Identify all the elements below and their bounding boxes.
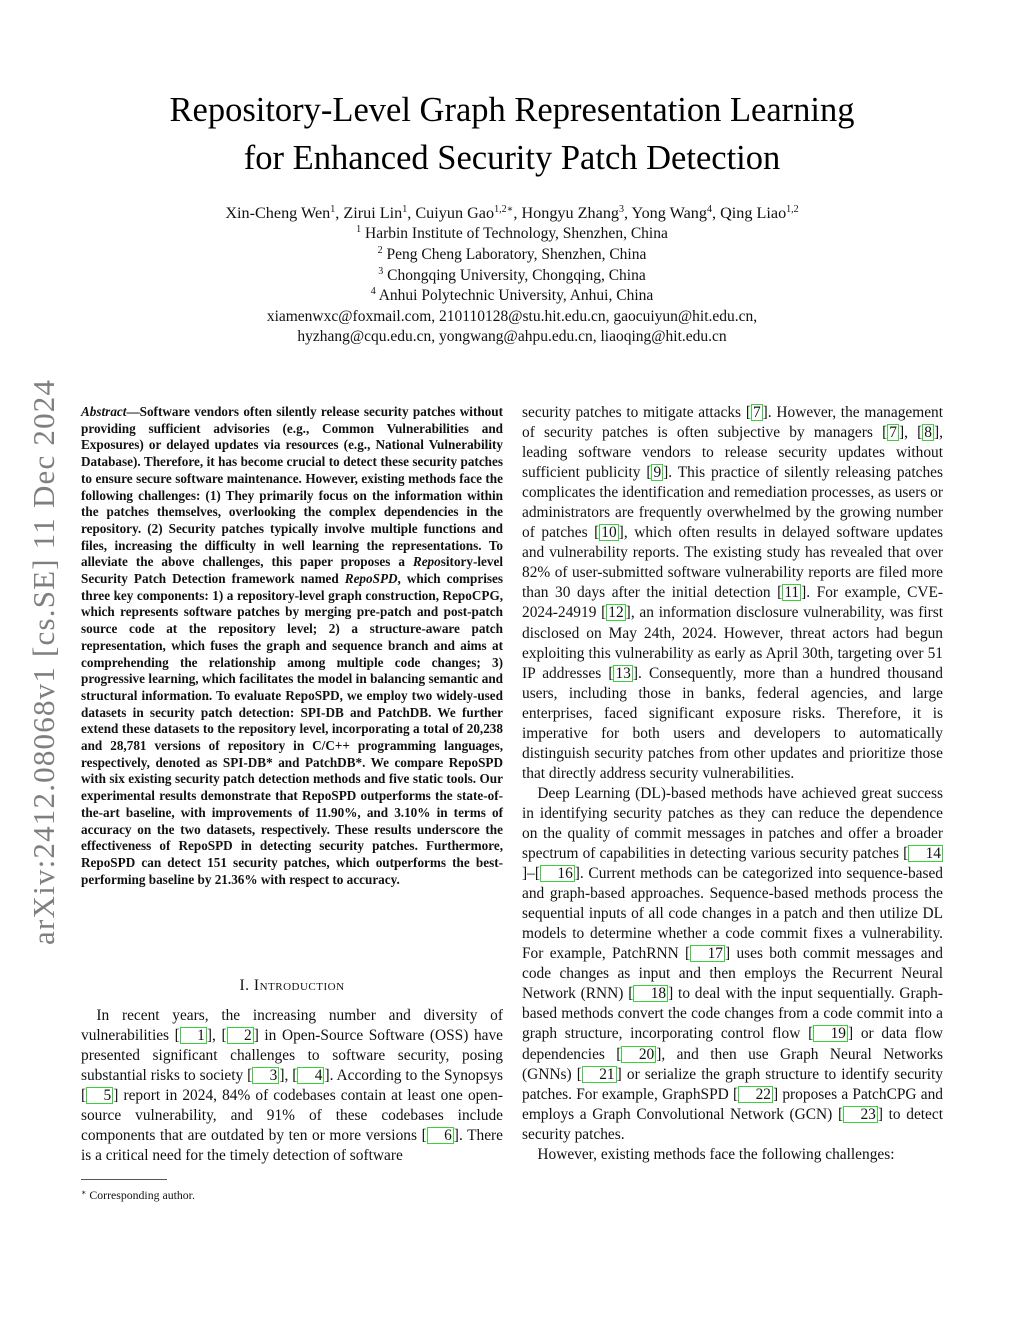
title-line-2: for Enhanced Security Patch Detection <box>243 139 781 177</box>
citation-link[interactable]: 5 <box>86 1087 113 1104</box>
author-name: Cuiyun Gao <box>415 204 495 222</box>
affiliation-line <box>60 224 964 244</box>
citation-link[interactable]: 8 <box>924 424 932 442</box>
author-name: Zirui Lin <box>343 204 403 222</box>
affiliation-text: Harbin Institute of Technology, Shenzhen, China <box>361 225 668 242</box>
citation-link[interactable]: 18 <box>633 985 668 1002</box>
citation-link[interactable]: 2 <box>227 1027 254 1044</box>
citation-link[interactable]: 14 <box>908 845 943 862</box>
affiliation-text: Chongqing University, Chongqing, China <box>383 267 646 284</box>
author-affiliation-mark: 1 <box>330 204 336 215</box>
author-affiliation-mark: 1,2 <box>786 204 799 215</box>
affiliation-mark: 3 <box>378 266 384 277</box>
citation-link[interactable]: 13 <box>615 664 631 682</box>
citation-link[interactable]: 10 <box>601 524 617 542</box>
affiliation-mark: 2 <box>377 245 383 256</box>
citation-link[interactable]: 19 <box>813 1025 848 1042</box>
abstract-text-3: , which comprises three key components: 1) a repository-level graph construction, RepoCPG, which represents software patches by merging pre-patch and post-patch source code at the repository level; 2) a structure-aware patch representation, which fuses the graph and sequence branch and aims at comprehending the relationship among multiple code changes; 3) progressive learning, which facilitates the model in balancing semantic and structural information. To evaluate RepoSPD, we employ two widely-used datasets in security patch detection: SPI-DB and PatchDB. We further extend these datasets to the repository level, incorporating a total of 20,238 and 28,781 versions of repository in C/C++ programming languages, respectively, denoted as SPI-DB* and PatchDB*. We compare RepoSPD with six existing security patch detection methods and five static tools. Our experimental results demonstrate that RepoSPD outperforms the state-of-the-art baseline, with improvements of 11.90%, and 3.10% in terms of accuracy on the two datasets, respectively. These results underscore the effectiveness of RepoSPD in detecting security patches. Furthermore, RepoSPD can detect 151 security patches, which outperforms the best-performing baseline by 21.36% with respect to accuracy. <box>81 571 503 887</box>
citation-link[interactable]: 22 <box>738 1086 773 1103</box>
footnote <box>81 1185 481 1203</box>
footnote-divider <box>81 1179 167 1180</box>
intro-left-column <box>81 1006 503 1166</box>
citation-link[interactable]: 9 <box>653 464 662 482</box>
affiliation-mark: 4 <box>370 286 376 297</box>
author-affiliation-mark: 1,2∗ <box>494 204 514 215</box>
affiliation-text: Anhui Polytechnic University, Anhui, China <box>375 287 654 304</box>
citation-link[interactable]: 12 <box>608 604 624 622</box>
arxiv-identifier-stamp: arXiv:2412.08068v1 [cs.SE] 11 Dec 2024 <box>26 378 61 945</box>
author-name: Qing Liao <box>720 204 787 222</box>
citation-link[interactable]: 21 <box>582 1066 617 1083</box>
abstract-repo-emphasis: Repo <box>412 554 441 570</box>
author-affiliation-mark: 1 <box>402 204 408 215</box>
title-line-1: Repository-Level Graph Representation Learning <box>169 91 855 129</box>
abstract-framework-name: RepoSPD <box>344 571 398 587</box>
intro-paragraph-3: However, existing methods face the following challenges: <box>537 1145 895 1163</box>
citation-link[interactable]: 11 <box>784 584 800 602</box>
affiliation-line <box>60 245 964 265</box>
citation-link[interactable]: 20 <box>621 1046 656 1063</box>
section-title: Introduction <box>253 977 345 994</box>
section-number: I. <box>239 977 250 994</box>
footnote-text: Corresponding author. <box>89 1188 195 1202</box>
affiliation-mark: 1 <box>356 224 362 235</box>
author-affiliation-mark: 3 <box>619 204 625 215</box>
citation-link[interactable]: 7 <box>752 404 761 421</box>
author-list: Xin-Cheng Wen$^1$, Zirui Lin$^1$, Cuiyun Gao$^{1,2∗}$, Hongyu Zhang$^3$, Yong Wang$^4$, Qing Liao$^{1,2}$ <box>225 204 799 222</box>
email-line-2: hyzhang@cqu.edu.cn, yongwang@ahpu.edu.cn, liaoqing@hit.edu.cn <box>297 328 727 345</box>
abstract: Abstract—Software vendors often silently release security patches without providing sufficient advisories (e.g., Common Vulnerabilities and Exposures) or delayed updates via resources (e.g., National Vulnerability Database). Therefore, it has become crucial to detect these security patches to ensure secure software maintenance. However, existing methods face the following challenges: (1) They primarily focus on the information within the patches themselves, overlooking the complex dependencies in the repository. (2) Security patches typically involve multiple functions and files, increasing the difficulty in well learning the representations. To alleviate the above challenges, this paper proposes a Repository-level Security Patch Detection framework named RepoSPD, which comprises three key components: 1) a repository-level graph construction, RepoCPG, which represents software patches by merging pre-patch and post-patch source code at the repository level; 2) a structure-aware patch representation, which fuses the graph and sequence branch and aims at comprehending the relationship among multiple code changes; 3) progressive learning, which facilitates the model in balancing semantic and structural information. To evaluate RepoSPD, we employ two widely-used datasets in security patch detection: SPI-DB and PatchDB. We further extend these datasets to the repository level, incorporating a total of 20,238 and 28,781 versions of repository in C/C++ programming languages, respectively, denoted as SPI-DB* and PatchDB*. We compare RepoSPD with six existing security patch detection methods and five static tools. Our experimental results demonstrate that RepoSPD outperforms the state-of-the-art baseline, with improvements of 11.90%, and 3.10% in terms of accuracy on the two datasets, respectively. These results underscore the effectiveness of RepoSPD in detecting security patches. Furthermore, RepoSPD can detect 151 security patches, which outperforms the best-performing baseline by 21.36% with respect to accuracy. <box>81 404 503 887</box>
citation-link[interactable]: 1 <box>180 1027 207 1044</box>
author-name: Xin-Cheng Wen <box>225 204 331 222</box>
intro-paragraph-1-continued: security patches to mitigate attacks [ 7 ]. However, the management of security patches is often subjective by managers [ 7 ], [ 8 ], leading software vendors to release security updates without sufficient publicity [ 9 ]. This practice of silently releasing patches complicates the identification and remediation processes, as users or administrators are frequently overwhelmed by the growing number of patches [ 10 ], which often results in delayed software updates and vulnerability reports. The existing study has revealed that over 82% of user-submitted software vulnerability reports are filed more than 30 days after the initial detection [ 11 ]. For example, CVE-2024-24919 [ 12 ], an information disclosure vulnerability, was first disclosed on May 24th, 2024. However, threat actors had begun exploiting this vulnerability as early as April 30th, targeting over 51 IP addresses [ 13 ]. Consequently, more than a hundred thousand users, including those in banks, federal agencies, and large enterprises, faced significant exposure risks. Therefore, it is imperative for both users and developers to automatically distinguish security patches from other updates and prioritize those that directly address security vulnerabilities. <box>522 404 944 782</box>
abstract-text: Software vendors often silently release security patches without providing sufficient advisories (e.g., Common Vulnerabilities and Exposures) or delayed updates via resources (e.g., National Vulnerability Database). Therefore, it has become crucial to detect these security patches to ensure secure software maintenance. However, existing methods face the following challenges: (1) They primarily focus on the information within the patches themselves, overlooking the complex dependencies in the repository. (2) Security patches typically involve multiple functions and files, increasing the difficulty in well learning the representations. To alleviate the above challenges, this paper proposes a <box>81 404 503 570</box>
citation-link[interactable]: 17 <box>690 945 725 962</box>
abstract-text-2: sitory-level Security Patch Detection framework named <box>81 554 503 587</box>
citation-link[interactable]: 3 <box>252 1067 279 1084</box>
citation-link[interactable]: 6 <box>427 1127 454 1144</box>
citation-link[interactable]: 23 <box>843 1106 878 1123</box>
intro-paragraph-1: In recent years, the increasing number and diversity of vulnerabilities [ 1 ], [ 2 ] in Open-Source Software (OSS) have presented significant challenges to software security, posing substantial risks to society [ 3 ], [ 4 ]. According to the Synopsys [ 5 ] report in 2024, 84% of codebases contain at least one open-source vulnerability, and 91% of these codebases include components that are outdated by ten or more versions [ 6 ]. There is a critical need for the timely detection of software <box>81 1007 503 1165</box>
citation-link[interactable]: 16 <box>540 865 575 882</box>
citation-link[interactable]: 7 <box>889 424 897 442</box>
intro-right-column <box>522 403 943 1165</box>
citation-link[interactable]: 4 <box>297 1067 324 1084</box>
affiliation-line <box>60 266 964 286</box>
affiliation-line <box>60 286 964 306</box>
author-name: Yong Wang <box>631 204 707 222</box>
affiliation-text: Peng Cheng Laboratory, Shenzhen, China <box>382 246 647 263</box>
section-heading-introduction <box>81 976 503 996</box>
paper-title <box>60 86 964 182</box>
author-name: Hongyu Zhang <box>521 204 620 222</box>
author-affiliation-mark: 4 <box>706 204 712 215</box>
footnote-mark: ∗ <box>81 1188 87 1197</box>
abstract-label: Abstract <box>81 404 127 419</box>
email-line-1: xiamenwxc@foxmail.com, 210110128@stu.hit.edu.cn, gaocuiyun@hit.edu.cn, <box>266 308 758 325</box>
intro-paragraph-2: Deep Learning (DL)-based methods have achieved great success in identifying security patches as they can reduce the dependence on the quality of commit messages in patches and offer a broader spectrum of capabilities in detecting various security patches [ 14]–[ 16 ]. Current methods can be categorized into sequence-based and graph-based approaches. Sequence-based methods process the sequential inputs of all code changes in a patch and then utilize DL models to determine whether a code commit fixes a vulnerability. For example, PatchRNN [ 17 ] uses both commit messages and code changes as input and then employs the Recurrent Neural Network (RNN) [ 18 ] to deal with the input sequentially. Graph-based methods convert the code changes from a code commit into a graph structure, incorporating control flow [ 19 ] or data flow dependencies [ 20 ], and then use Graph Neural Networks (GNNs) [ 21 ] or serialize the graph structure to identify security patches. For example, GraphSPD [ 22 ] proposes a PatchCPG and employs a Graph Convolutional Network (GCN) [ 23 ] to detect security patches. <box>522 784 943 1143</box>
